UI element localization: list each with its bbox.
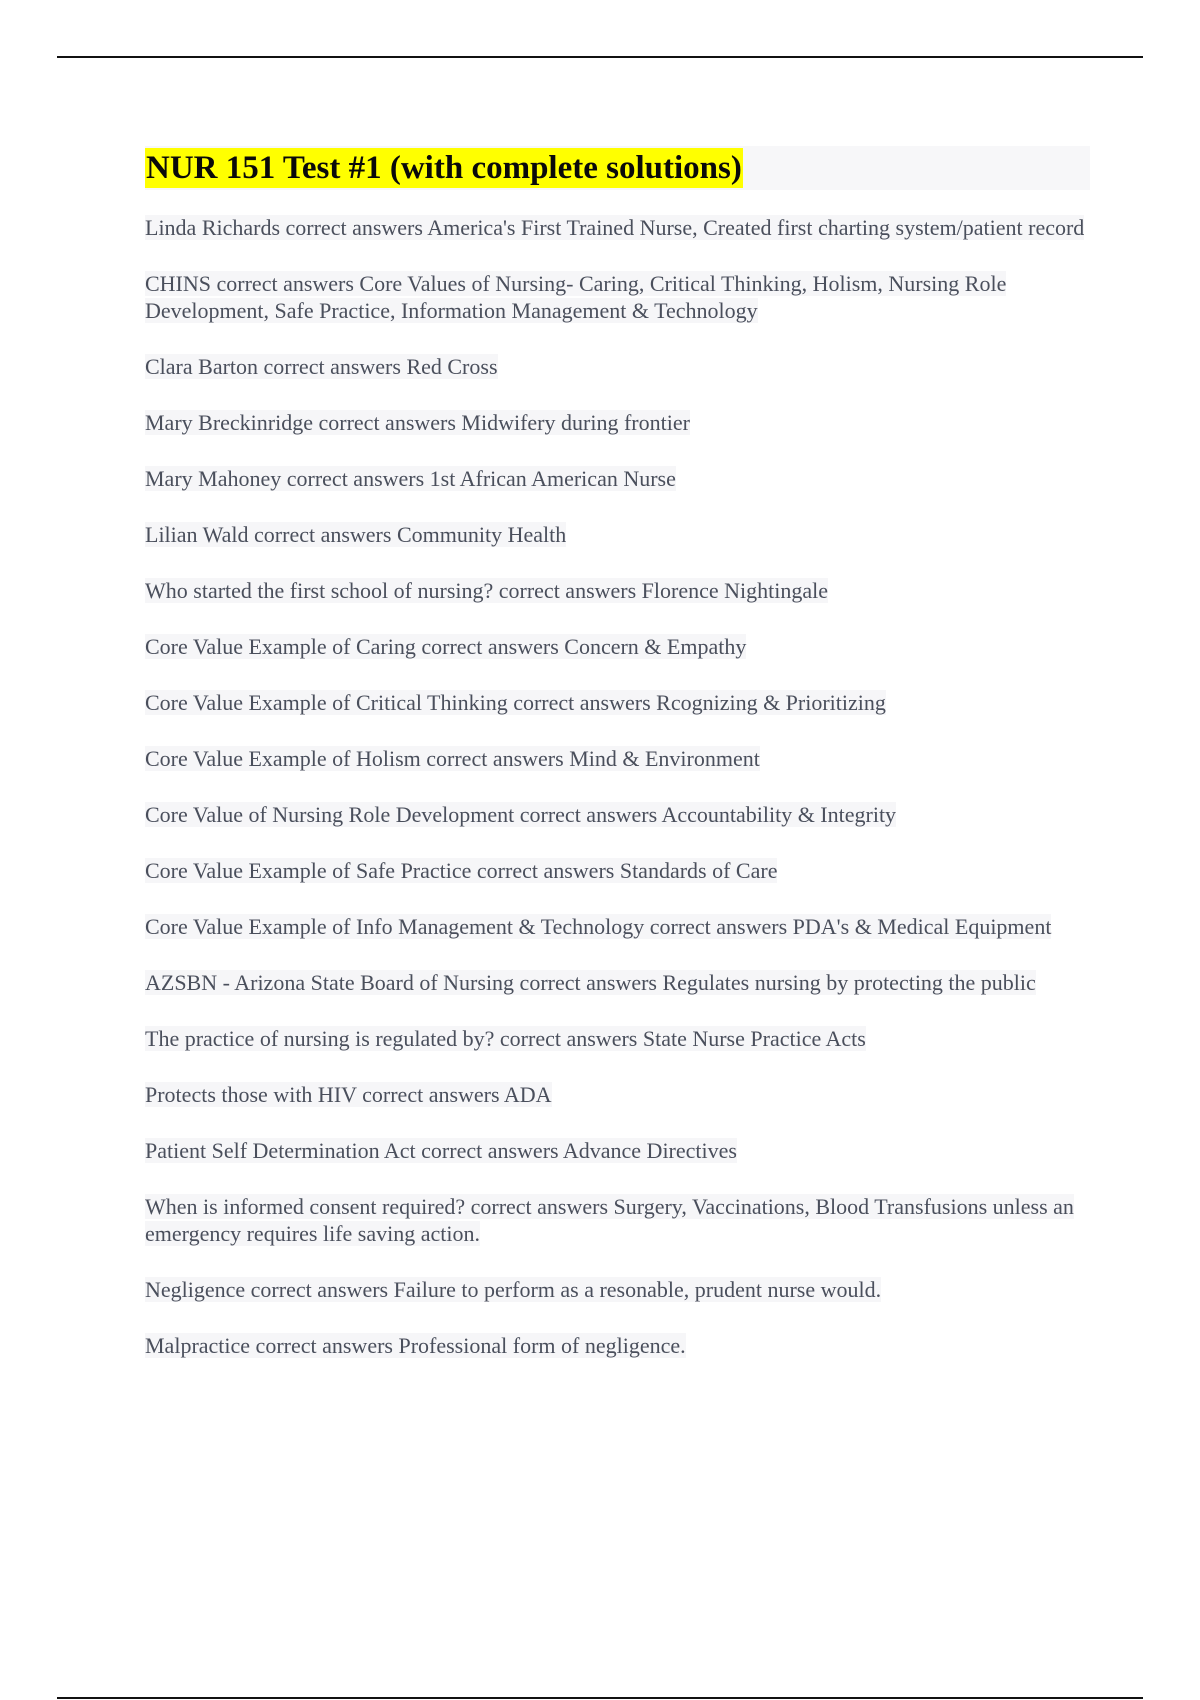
qa-item bbox=[145, 745, 1085, 772]
qa-item-text: Negligence correct answers Failure to perform as a resonable, prudent nurse would. bbox=[145, 1277, 882, 1302]
title-bar bbox=[145, 146, 1090, 190]
qa-list bbox=[145, 214, 1090, 1359]
qa-item-text: Patient Self Determination Act correct answers Advance Directives bbox=[145, 1138, 737, 1163]
qa-item bbox=[145, 1137, 1085, 1164]
qa-item-text: Core Value Example of Critical Thinking correct answers Rcognizing & Prioritizing bbox=[145, 690, 886, 715]
qa-item-text: Core Value of Nursing Role Development correct answers Accountability & Integrity bbox=[145, 802, 897, 827]
qa-item-text: Lilian Wald correct answers Community Health bbox=[145, 522, 567, 547]
qa-item bbox=[145, 969, 1085, 996]
qa-item-text: Core Value Example of Holism correct answers Mind & Environment bbox=[145, 746, 760, 771]
qa-item bbox=[145, 1025, 1085, 1052]
qa-item bbox=[145, 913, 1085, 940]
qa-item bbox=[145, 1193, 1085, 1247]
qa-item bbox=[145, 577, 1085, 604]
qa-item bbox=[145, 633, 1085, 660]
qa-item-text: Malpractice correct answers Professional form of negligence. bbox=[145, 1333, 686, 1358]
qa-item bbox=[145, 521, 1085, 548]
qa-item-text: Linda Richards correct answers America's First Trained Nurse, Created first charting system/patient record bbox=[145, 215, 1085, 240]
qa-item-text: CHINS correct answers Core Values of Nursing- Caring, Critical Thinking, Holism, Nursing Role Development, Safe Practice, Information Management & Technology bbox=[145, 271, 1007, 323]
top-rule bbox=[57, 56, 1143, 58]
qa-item bbox=[145, 1081, 1085, 1108]
qa-item-text: Mary Breckinridge correct answers Midwifery during frontier bbox=[145, 410, 690, 435]
bottom-rule bbox=[57, 1697, 1143, 1699]
qa-item-text: Protects those with HIV correct answers ADA bbox=[145, 1082, 552, 1107]
qa-item bbox=[145, 465, 1085, 492]
qa-item-text: When is informed consent required? correct answers Surgery, Vaccinations, Blood Transfusions unless an emergency requires life saving action. bbox=[145, 1194, 1074, 1246]
qa-item bbox=[145, 857, 1085, 884]
qa-item-text: Core Value Example of Caring correct answers Concern & Empathy bbox=[145, 634, 747, 659]
qa-item bbox=[145, 409, 1085, 436]
qa-item bbox=[145, 689, 1085, 716]
qa-item-text: Mary Mahoney correct answers 1st African American Nurse bbox=[145, 466, 676, 491]
qa-item-text: The practice of nursing is regulated by? correct answers State Nurse Practice Acts bbox=[145, 1026, 866, 1051]
qa-item-text: Clara Barton correct answers Red Cross bbox=[145, 354, 498, 379]
document-title: NUR 151 Test #1 (with complete solutions) bbox=[146, 150, 742, 186]
qa-item bbox=[145, 353, 1085, 380]
qa-item bbox=[145, 1276, 1085, 1303]
qa-item bbox=[145, 214, 1085, 241]
qa-item-text: Core Value Example of Info Management & Technology correct answers PDA's & Medical Equipment bbox=[145, 914, 1052, 939]
qa-item-text: Who started the first school of nursing? correct answers Florence Nightingale bbox=[145, 578, 829, 603]
qa-item-text: AZSBN - Arizona State Board of Nursing correct answers Regulates nursing by protecting the public bbox=[145, 970, 1036, 995]
document-body bbox=[145, 146, 1090, 1388]
qa-item bbox=[145, 801, 1085, 828]
qa-item bbox=[145, 1332, 1085, 1359]
qa-item bbox=[145, 270, 1085, 324]
qa-item-text: Core Value Example of Safe Practice correct answers Standards of Care bbox=[145, 858, 778, 883]
